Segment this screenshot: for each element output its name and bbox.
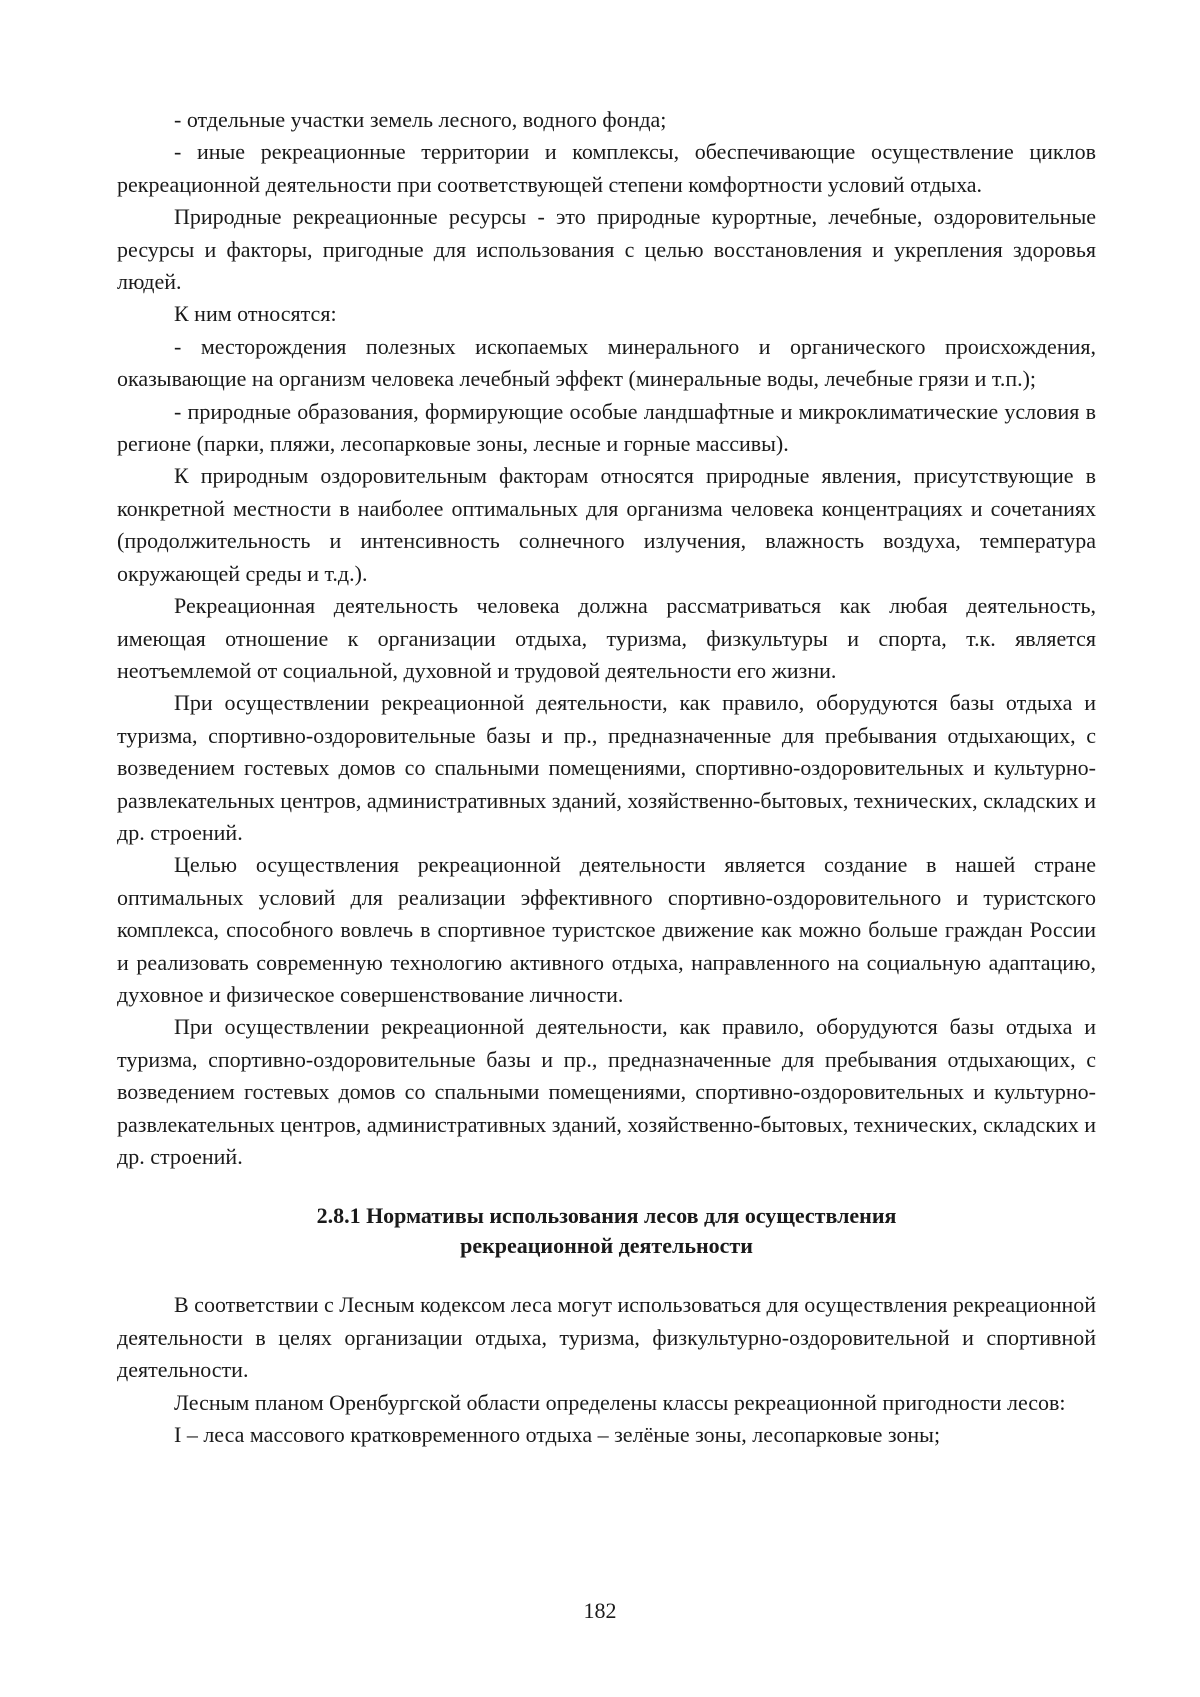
section-heading-line-1: 2.8.1 Нормативы использования лесов для осуществления [316,1203,897,1229]
document-page [117,104,1096,1451]
paragraph: При осуществлении рекреационной деятельности, как правило, оборудуются базы отдыха и туризма, спортивно-оздоровительные базы и пр., предназначенные для пребывания отдыхающих, с возведением гостевых домов со спальными помещениями, спортивно-оздоровительных и культурно-развлекательных центров, административных зданий, хозяйственно-бытовых, технических, складских и др. строений. [117,1014,1096,1169]
paragraph: Рекреационная деятельность человека должна рассматриваться как любая деятельность, имеющая отношение к организации отдыха, туризма, физкультуры и спорта, т.к. является неотъемлемой от социальной, духовной и трудовой деятельности его жизни. [117,593,1096,683]
paragraph: - природные образования, формирующие особые ландшафтные и микроклиматические условия в регионе (парки, пляжи, лесопарковые зоны, лесные и горные массивы). [117,398,1096,457]
paragraph: В соответствии с Лесным кодексом леса могут использоваться для осуществления рекреационной деятельности в целях организации отдыха, туризма, физкультурно-оздоровительной и спортивной деятельности. [117,1292,1097,1383]
paragraph: - иные рекреационные территории и комплексы, обеспечивающие осуществление циклов рекреационной деятельности при соответствующей степени комфортности условий отдыха. [117,139,1096,197]
paragraph: Лесным планом Оренбургской области определены классы рекреационной пригодности лесов: [174,1389,1066,1415]
paragraph: К природным оздоровительным факторам относятся природные явления, присутствующие в конкретной местности в наиболее оптимальных для организма человека концентрациях и сочетаниях (продолжительность и интенсивность солнечного излучения, влажность воздуха, температура окружающей среды и т.д.). [117,463,1096,586]
page-number: 182 [583,1598,617,1623]
paragraph: К ним относятся: [174,301,337,327]
paragraph: Природные рекреационные ресурсы - это природные курортные, лечебные, оздоровительные ресурсы и факторы, пригодные для использования с целью восстановления и укрепления здоровья людей. [117,204,1096,295]
paragraph: I – леса массового кратковременного отдыха – зелёные зоны, лесопарковые зоны; [174,1422,941,1448]
section-heading-line-2: рекреационной деятельности [460,1233,753,1259]
paragraph: - отдельные участки земель лесного, водного фонда; [174,107,667,132]
paragraph: Целью осуществления рекреационной деятельности является создание в нашей стране оптимальных условий для реализации эффективного спортивно-оздоровительного и туристского комплекса, способного вовлечь в спортивное туристское движение как можно больше граждан России и реализовать современную технологию активного отдыха, направленного на социальную адаптацию, духовное и физическое совершенствование личности. [117,852,1096,1007]
paragraph: - месторождения полезных ископаемых минерального и органического происхождения, оказывающие на организм человека лечебный эффект (минеральные воды, лечебные грязи и т.п.); [117,333,1096,392]
paragraph: При осуществлении рекреационной деятельности, как правило, оборудуются базы отдыха и туризма, спортивно-оздоровительные базы и пр., предназначенные для пребывания отдыхающих, с возведением гостевых домов со спальными помещениями, спортивно-оздоровительных и культурно-развлекательных центров, административных зданий, хозяйственно-бытовых, технических, складских и др. строений. [117,690,1096,845]
section-heading [117,1201,1096,1261]
